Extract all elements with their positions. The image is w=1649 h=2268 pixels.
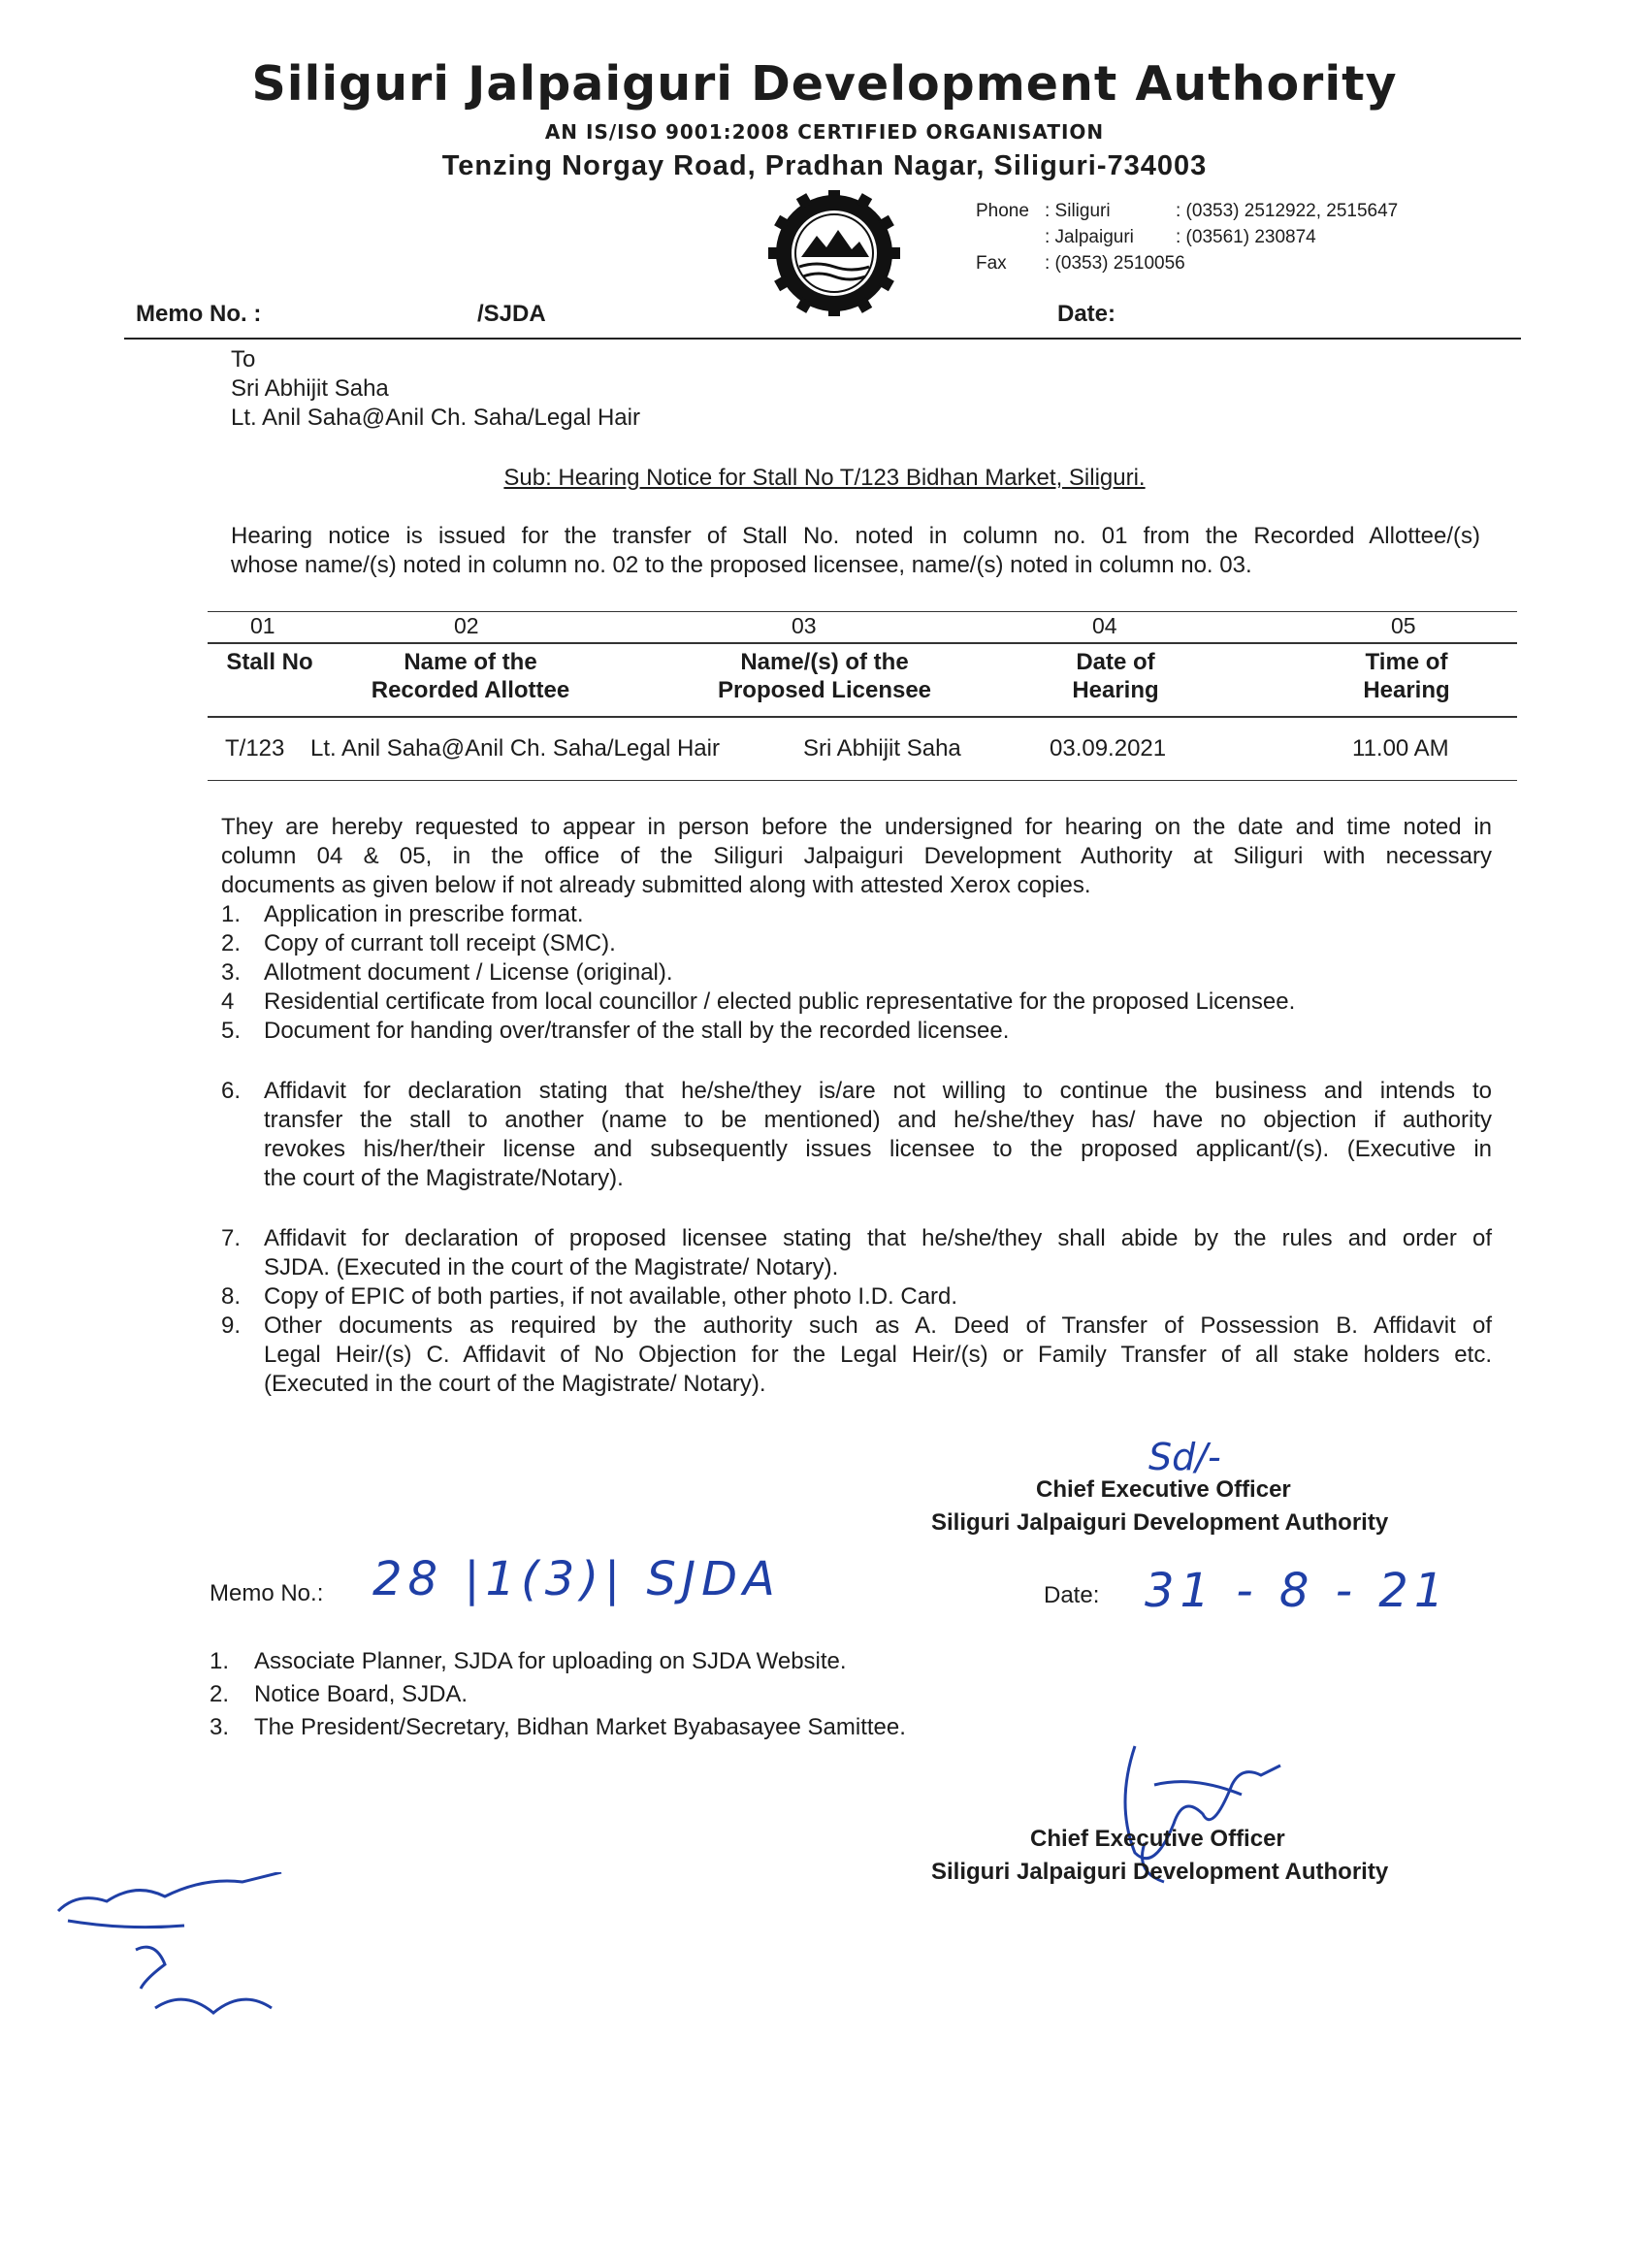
doc-6-line-4: the court of the Magistrate/Notary). (264, 1165, 624, 1191)
doc-text: Residential certificate from local councillor / elected public representative for the proposed Licensee. (264, 988, 1296, 1015)
signatory2-org: Siliguri Jalpaiguri Development Authority (931, 1859, 1389, 1885)
fax-number: : (0353) 2510056 (1045, 253, 1185, 274)
table-bottom-rule (208, 780, 1517, 781)
header-allottee-1: Name of the (404, 649, 537, 675)
copy-to-number-1: 1. (210, 1648, 230, 1674)
addressee-to: To (231, 346, 256, 373)
doc-text: Copy of currant toll receipt (SMC). (264, 930, 616, 956)
request-line-3: documents as given below if not already submitted along with attested Xerox copies. (221, 872, 1091, 898)
intro-line-1: Hearing notice is issued for the transfer of Stall No. noted in column no. 01 from the Recorded Allottee/(s) (231, 523, 1480, 549)
addressee-name-2: Lt. Anil Saha@Anil Ch. Saha/Legal Hair (231, 405, 640, 431)
fax-label: Fax (976, 253, 1007, 274)
header-date-1: Date of (1076, 649, 1155, 675)
copy-to-item-2: Notice Board, SJDA. (254, 1681, 469, 1707)
date-label: Date: (1057, 301, 1116, 327)
intro-line-2: whose name/(s) noted in column no. 02 to the proposed licensee, name/(s) noted in column no. 03. (231, 552, 1252, 578)
doc-9-line-1: Other documents as required by the authority such as A. Deed of Transfer of Possession B. Affidavit of (264, 1312, 1492, 1339)
memo2-date-label: Date: (1044, 1582, 1100, 1608)
doc-text: Allotment document / License (original). (264, 959, 673, 986)
header-time-2: Hearing (1363, 677, 1450, 703)
doc-number-9: 9. (221, 1312, 242, 1339)
doc-7-line-1: Affidavit for declaration of proposed licensee stating that he/she/they shall abide by the rules and order of (264, 1225, 1492, 1251)
signatory-org: Siliguri Jalpaiguri Development Authority (931, 1509, 1389, 1536)
doc-text: Document for handing over/transfer of the stall by the recorded licensee. (264, 1018, 1010, 1044)
siliguri-label: : Siliguri (1045, 201, 1111, 221)
doc-9-line-2: Legal Heir/(s) C. Affidavit of No Objection for the Legal Heir/(s) or Family Transfer of all stake holders etc. (264, 1342, 1492, 1368)
certification-line: AN IS/ISO 9001:2008 CERTIFIED ORGANISATION (544, 120, 1105, 144)
request-line-2: column 04 & 05, in the office of the Siliguri Jalpaiguri Development Authority at Siliguri with necessary (221, 843, 1492, 869)
header-allottee-2: Recorded Allottee (371, 677, 570, 703)
col-number-05: 05 (1391, 613, 1416, 638)
memo2-label: Memo No.: (210, 1580, 324, 1606)
sd-mark: Sd/- (1148, 1436, 1221, 1478)
organization-address: Tenzing Norgay Road, Pradhan Nagar, Siliguri-734003 (441, 150, 1208, 181)
col-number-03: 03 (792, 613, 817, 638)
siliguri-phone: : (0353) 2512922, 2515647 (1176, 201, 1399, 221)
doc-number: 5. (221, 1018, 242, 1044)
copy-to-number-2: 2. (210, 1681, 230, 1707)
col-number-04: 04 (1092, 613, 1117, 638)
table-top-rule (208, 611, 1517, 612)
handwritten-initials (48, 1872, 340, 2086)
copy-to-item-1: Associate Planner, SJDA for uploading on SJDA Website. (254, 1648, 847, 1674)
addressee-name: Sri Abhijit Saha (231, 375, 389, 402)
jalpaiguri-label: : Jalpaiguri (1045, 227, 1134, 247)
doc-number-6: 6. (221, 1078, 242, 1104)
cell-date: 03.09.2021 (1050, 735, 1167, 761)
memo2-handwritten-number: 28 |1(3)| SJDA (372, 1552, 781, 1606)
memo-label: Memo No. : (136, 301, 262, 327)
header-divider (124, 338, 1521, 340)
organization-name: Siliguri Jalpaiguri Development Authority (251, 56, 1398, 112)
memo-suffix: /SJDA (477, 301, 546, 327)
doc-6-line-3: revokes his/her/their license and subsequently issues licensee to the proposed applicant/(s). (Executive in (264, 1136, 1492, 1162)
doc-number: 3. (221, 959, 242, 986)
header-licensee-1: Name/(s) of the (740, 649, 909, 675)
doc-number-8: 8. (221, 1283, 242, 1310)
memo2-handwritten-date: 31 - 8 - 21 (1145, 1564, 1450, 1618)
header-stall-no: Stall No (226, 649, 313, 675)
doc-number: 1. (221, 901, 242, 927)
doc-8-line-1: Copy of EPIC of both parties, if not available, other photo I.D. Card. (264, 1283, 958, 1310)
jalpaiguri-phone: : (03561) 230874 (1176, 227, 1316, 247)
phone-label: Phone (976, 201, 1029, 221)
signatory-title: Chief Executive Officer (1036, 1476, 1291, 1503)
cell-stall: T/123 (225, 735, 285, 761)
signatory2-title: Chief Executive Officer (1030, 1826, 1285, 1852)
header-licensee-2: Proposed Licensee (717, 677, 932, 703)
doc-7-line-2: SJDA. (Executed in the court of the Magistrate/ Notary). (264, 1254, 839, 1280)
col-number-01: 01 (250, 613, 275, 638)
copy-to-number-3: 3. (210, 1714, 230, 1740)
cell-allottee: Lt. Anil Saha@Anil Ch. Saha/Legal Hair (310, 735, 720, 761)
copy-to-item-3: The President/Secretary, Bidhan Market Byabasayee Samittee. (254, 1714, 906, 1740)
request-line-1: They are hereby requested to appear in person before the undersigned for hearing on the date and time noted in (221, 814, 1492, 840)
header-date-2: Hearing (1072, 677, 1159, 703)
doc-number-7: 7. (221, 1225, 242, 1251)
doc-9-line-3: (Executed in the court of the Magistrate/ Notary). (264, 1371, 766, 1397)
doc-text: Application in prescribe format. (264, 901, 584, 927)
table-row-rule (208, 716, 1517, 718)
doc-6-line-1: Affidavit for declaration stating that he/she/they is/are not willing to continue the business and intends to (264, 1078, 1492, 1104)
subject-line: Sub: Hearing Notice for Stall No T/123 Bidhan Market, Siliguri. (503, 465, 1146, 491)
table-header-rule (208, 642, 1517, 644)
sjda-seal-icon (766, 190, 902, 316)
cell-time: 11.00 AM (1352, 735, 1449, 761)
cell-licensee: Sri Abhijit Saha (803, 735, 961, 761)
doc-number: 4 (221, 988, 235, 1015)
col-number-02: 02 (454, 613, 479, 638)
header-time-1: Time of (1365, 649, 1448, 675)
doc-6-line-2: transfer the stall to another (name to be mentioned) and he/she/they has/ have no objection if authority (264, 1107, 1492, 1133)
doc-number: 2. (221, 930, 242, 956)
